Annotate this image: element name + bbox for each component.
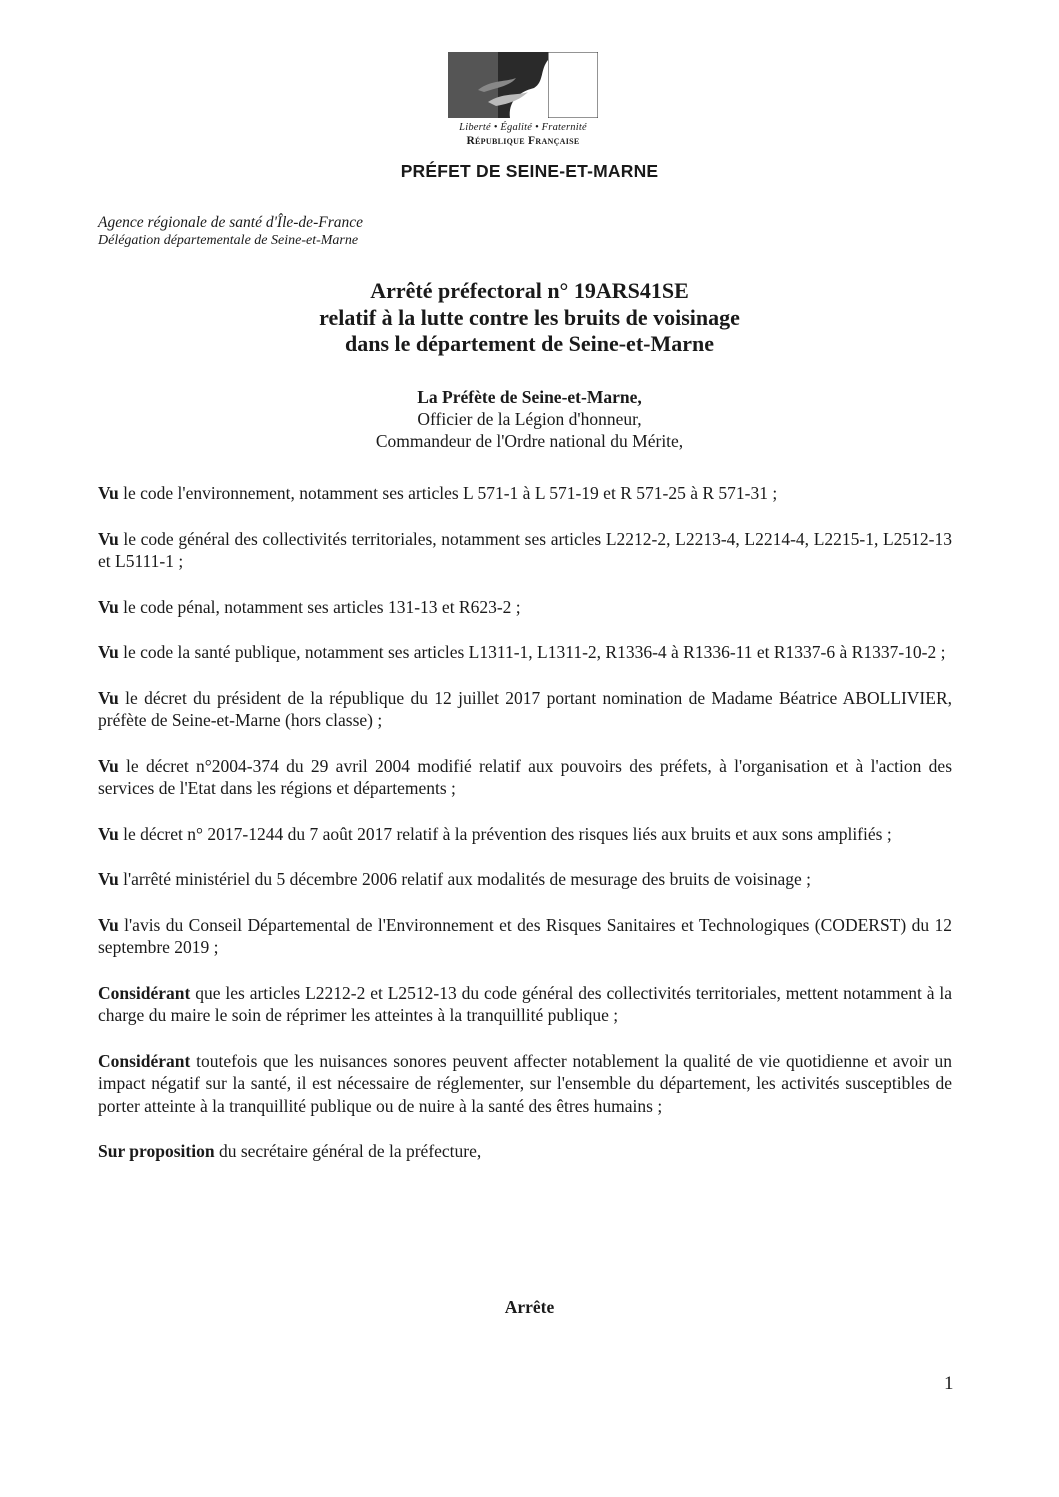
authority-title-2: Commandeur de l'Ordre national du Mérite, xyxy=(375,431,684,451)
authority-name: La Préfète de Seine-et-Marne, xyxy=(417,387,642,407)
paragraph-text: le décret du président de la république du 12 juillet 2017 portant nomination de Madame Béatrice ABOLLIVIER, préfète de Seine-et-Marne (hors classe) ; xyxy=(98,687,952,730)
paragraph-lead: Vu xyxy=(98,596,119,617)
authority-title-1: Officier de la Légion d'honneur, xyxy=(417,409,642,429)
paragraph-text: le code la santé publique, notamment ses articles L1311-1, L1311-2, R1336-4 à R1336-11 et R1337-6 à R1337-10-2 ; xyxy=(118,642,946,662)
paragraph-text: toutefois que les nuisances sonores peuvent affecter notablement la qualité de vie quotidienne et avoir un impact négatif sur la santé, il est nécessaire de réglementer, sur l'ensemble du département, les activités susceptibles de porter atteinte à la tranquillité publique ou de nuire à la santé des êtres humains ; xyxy=(98,1050,952,1116)
visa-paragraph xyxy=(98,755,952,800)
prefet-heading: PRÉFET DE SEINE-ET-MARNE xyxy=(400,161,659,181)
paragraph-lead: Vu xyxy=(98,528,119,549)
paragraph-text: l'avis du Conseil Départemental de l'Environnement et des Risques Sanitaires et Technologiques (CODERST) du 12 septembre 2019 ; xyxy=(98,914,952,957)
paragraph-text: l'arrêté ministériel du 5 décembre 2006 relatif aux modalités de mesurage des bruits de voisinage ; xyxy=(118,869,811,889)
paragraph-text: le code l'environnement, notamment ses articles L 571-1 à L 571-19 et R 571-25 à R 571-31 ; xyxy=(118,483,778,503)
visa-paragraph xyxy=(98,914,952,959)
paragraph-text: le code général des collectivités territoriales, notamment ses articles L2212-2, L2213-4, L2214-4, L2215-1, L2512-13 et L5111-1 ; xyxy=(98,528,952,571)
visa-paragraph xyxy=(98,641,952,664)
visa-paragraph xyxy=(98,596,952,619)
marianne-logo-icon xyxy=(448,52,598,118)
considerant-paragraph xyxy=(98,982,952,1027)
visa-paragraph xyxy=(98,687,952,732)
paragraph-lead: Vu xyxy=(98,823,119,844)
proposition-paragraph xyxy=(98,1140,952,1163)
document-title xyxy=(0,278,1059,358)
arrete-heading: Arrête xyxy=(504,1297,555,1317)
agency-block xyxy=(98,214,363,250)
authority-block xyxy=(0,386,1059,452)
paragraph-lead: Vu xyxy=(98,914,119,935)
paragraph-lead: Sur proposition xyxy=(98,1141,215,1161)
paragraph-text: que les articles L2212-2 et L2512-13 du code général des collectivités territoriales, mettent notamment à la charge du maire le soin de réprimer les atteintes à la tranquillité publique ; xyxy=(98,982,952,1025)
title-line-1: Arrêté préfectoral n° 19ARS41SE xyxy=(370,278,689,303)
republique-text: République Française xyxy=(466,135,580,147)
motto-text: Liberté • Égalité • Fraternité xyxy=(459,122,587,133)
agency-line-2: Délégation départementale de Seine-et-Marne xyxy=(98,233,359,248)
title-line-3: dans le département de Seine-et-Marne xyxy=(344,331,715,356)
paragraph-lead: Considérant xyxy=(98,982,191,1003)
considerant-paragraph xyxy=(98,1050,952,1118)
visa-paragraph xyxy=(98,528,952,573)
paragraph-lead: Vu xyxy=(98,642,119,662)
paragraph-lead: Vu xyxy=(98,687,119,708)
paragraph-text: du secrétaire général de la préfecture, xyxy=(214,1141,482,1161)
visa-paragraph xyxy=(98,823,952,846)
paragraph-lead: Vu xyxy=(98,755,119,776)
visa-paragraph xyxy=(98,868,952,891)
title-line-2: relatif à la lutte contre les bruits de voisinage xyxy=(319,304,740,330)
paragraph-lead: Vu xyxy=(98,483,119,503)
paragraph-text: le décret n° 2017-1244 du 7 août 2017 relatif à la prévention des risques liés aux bruits et aux sons amplifiés ; xyxy=(118,823,892,844)
paragraph-text: le décret n°2004-374 du 29 avril 2004 modifié relatif aux pouvoirs des préfets, à l'organisation et à l'action des services de l'Etat dans les régions et départements ; xyxy=(98,755,952,798)
document-body xyxy=(98,482,952,1186)
paragraph-lead: Considérant xyxy=(98,1050,191,1071)
page-number: 1 xyxy=(944,1373,954,1394)
agency-line-1: Agence régionale de santé d'Île-de-France xyxy=(98,214,363,231)
header-logo xyxy=(448,52,598,147)
paragraph-text: le code pénal, notamment ses articles 131-13 et R623-2 ; xyxy=(118,596,521,617)
paragraph-lead: Vu xyxy=(98,869,119,889)
visa-paragraph xyxy=(98,482,952,505)
